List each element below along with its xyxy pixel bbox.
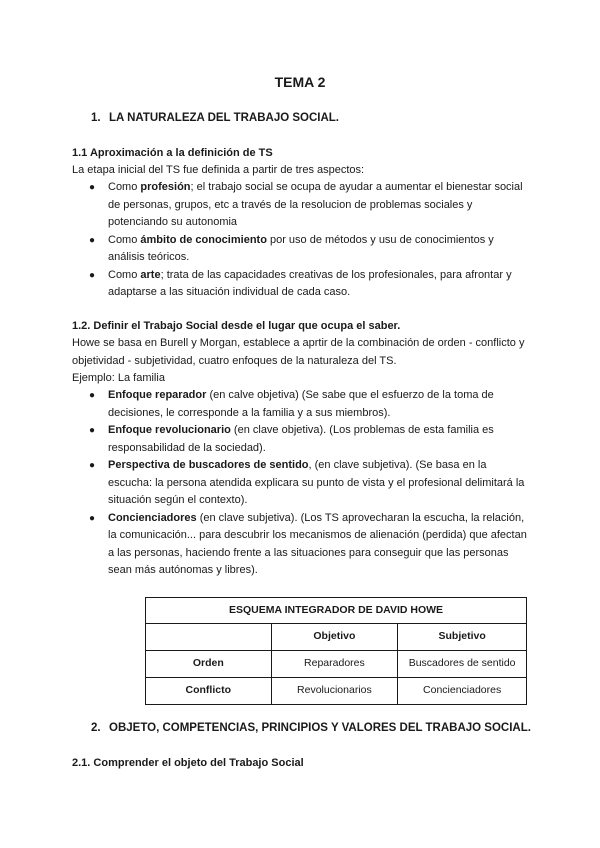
section-2-number: 2. xyxy=(91,722,101,734)
example-label: Ejemplo: La familia xyxy=(72,372,165,384)
table-cell: Reparadores xyxy=(271,651,398,678)
table-header-cell xyxy=(146,624,272,651)
subsection-2-1-heading: 2.1. Comprender el objeto del Trabajo Social xyxy=(72,757,304,769)
list-item: ● Enfoque revolucionario (en clave objetiva). (Los problemas de esta familia es responsabilidad de la sociedad). xyxy=(89,424,494,454)
bullet-icon: ● xyxy=(89,269,96,281)
table-row-label: Orden xyxy=(146,651,272,678)
subsection-1-1-intro: La etapa inicial del TS fue definida a partir de tres aspectos: xyxy=(72,164,365,176)
list-item: ● Enfoque reparador (en calve objetiva) (Se sabe que el esfuerzo de la toma de decisiones, le corresponde a la familia y a sus miembros). xyxy=(89,389,494,419)
subsection-1-1-heading: 1.1 Aproximación a la definición de TS xyxy=(72,147,273,159)
table-cell: Buscadores de sentido xyxy=(398,651,527,678)
list-item: ● Como arte; trata de las capacidades creativas de los profesionales, para afrontar y adaptarse a las situación individual de cada caso. xyxy=(89,268,512,298)
list-item: ● Concienciadores (en clave subjetiva). (Los TS aprovecharan la escucha, la relación, la comunicación... para descubrir los mecanismos de alienación (perdida) que afectan a las personas, haciendo frente a las situaciones para conseguir que las personas sean más autónomas y libres). xyxy=(89,511,527,576)
table-row xyxy=(146,651,527,678)
table-cell: Concienciadores xyxy=(398,678,527,705)
table-row-label: Conflicto xyxy=(146,678,272,705)
list-item: ● Perspectiva de buscadores de sentido, (en clave subjetiva). (Se basa en la escucha: la persona atendida explicara su punto de vista y el profesional delimitará la situación según el contexto). xyxy=(89,459,525,506)
section-2-title: OBJETO, COMPETENCIAS, PRINCIPIOS Y VALORES DEL TRABAJO SOCIAL. xyxy=(109,722,531,734)
table-title: ESQUEMA INTEGRADOR DE DAVID HOWE xyxy=(146,598,527,624)
list-item: ● Como profesión; el trabajo social se ocupa de ayudar a aumentar el bienestar social de personas, grupos, etc a través de la resolucion de problemas sociales y potenciando su autonomia xyxy=(89,181,523,228)
bullet-icon: ● xyxy=(89,182,96,193)
section-1-number: 1. xyxy=(91,112,101,124)
table-header-cell: Objetivo xyxy=(271,624,398,651)
approaches-list xyxy=(72,387,532,580)
section-2-heading xyxy=(91,720,531,737)
bullet-icon: ● xyxy=(89,390,96,401)
subsection-1-2-heading: 1.2. Definir el Trabajo Social desde el lugar que ocupa el saber. xyxy=(72,320,401,332)
page-title: TEMA 2 xyxy=(274,74,326,90)
bullet-icon: ● xyxy=(89,460,96,471)
bullet-icon: ● xyxy=(89,425,96,436)
section-1-title: LA NATURALEZA DEL TRABAJO SOCIAL. xyxy=(109,112,339,124)
table-row xyxy=(146,598,527,624)
table-cell: Revolucionarios xyxy=(271,678,398,705)
section-1-heading xyxy=(91,110,339,127)
table-row xyxy=(146,678,527,705)
aspects-list xyxy=(72,179,532,302)
bullet-icon: ● xyxy=(89,234,96,246)
subsection-1-2-intro: Howe se basa en Burell y Morgan, establece a aprtir de la combinación de orden - conflicto y objetividad - subjetividad, cuatro enfoques de la naturaleza del TS. xyxy=(72,337,525,367)
bullet-icon: ● xyxy=(89,512,96,524)
table-header-cell: Subjetivo xyxy=(398,624,527,651)
list-item: ● Como ámbito de conocimiento por uso de métodos y usu de conocimientos y análisis teóricos. xyxy=(89,233,494,263)
howe-schema-table xyxy=(145,597,527,705)
table-row xyxy=(146,624,527,651)
